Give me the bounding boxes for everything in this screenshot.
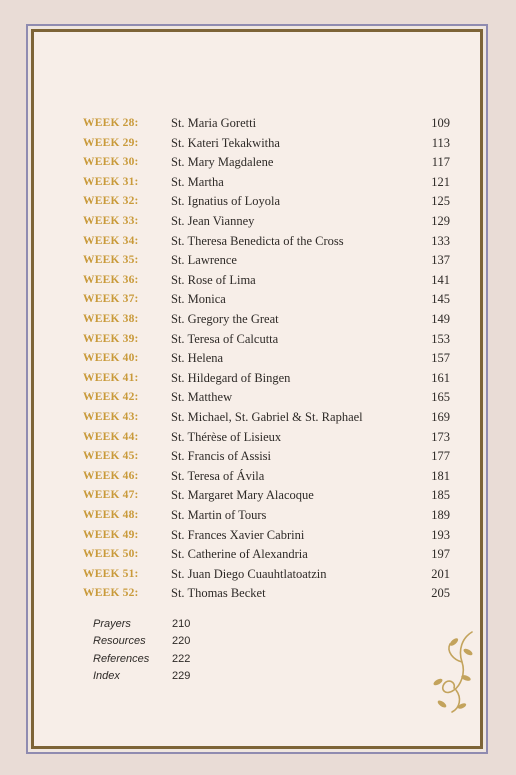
toc-row: [0, 114, 516, 134]
toc-row: [0, 447, 516, 467]
page-number: 121: [431, 174, 450, 189]
page-number: 181: [431, 468, 450, 483]
week-label: WEEK 28:: [83, 117, 139, 129]
toc-row: [0, 408, 516, 428]
saint-name: St. Thérèse of Lisieux: [171, 429, 282, 444]
vine-flourish-icon: [432, 630, 476, 715]
saint-name: St. Hildegard of Bingen: [171, 370, 291, 385]
page-number: 165: [431, 390, 450, 405]
back-matter-label: References: [93, 652, 150, 665]
week-label: WEEK 35:: [83, 254, 139, 267]
week-label: WEEK 51:: [83, 567, 139, 580]
page-number: 149: [431, 312, 450, 326]
saint-name: St. Jean Vianney: [171, 214, 255, 228]
toc-row: [0, 192, 516, 212]
week-label: WEEK 42:: [83, 391, 139, 404]
back-matter-page: 222: [172, 652, 191, 665]
saint-name: St. Martin of Tours: [171, 508, 267, 522]
week-label: WEEK 30:: [83, 156, 139, 169]
saint-name: St. Gregory the Great: [171, 312, 279, 326]
week-label: WEEK 45:: [83, 450, 139, 463]
toc-row: [0, 526, 516, 546]
week-label: WEEK 41:: [83, 371, 139, 384]
back-matter-page: 220: [172, 635, 191, 648]
week-label: WEEK 52:: [83, 587, 139, 600]
week-label: WEEK 31:: [83, 175, 139, 188]
back-matter-label: Index: [93, 670, 120, 683]
toc-row: [0, 173, 516, 193]
week-label: WEEK 29:: [83, 136, 139, 149]
saint-name: St. Matthew: [171, 390, 233, 405]
saint-name: St. Margaret Mary Alacoque: [171, 488, 314, 503]
toc-row: [0, 369, 516, 389]
page-number: 193: [431, 527, 450, 542]
week-label: WEEK 38:: [83, 313, 139, 325]
saint-name: St. Theresa Benedicta of the Cross: [171, 233, 344, 248]
back-matter-page: 210: [172, 618, 191, 630]
week-label: WEEK 34:: [83, 234, 139, 247]
page-number: 201: [431, 566, 450, 581]
saint-name: St. Kateri Tekakwitha: [171, 135, 280, 150]
page-number: 189: [431, 508, 450, 522]
page-number: 157: [431, 351, 450, 366]
toc-row: [0, 349, 516, 369]
page-number: 133: [431, 233, 450, 248]
toc-row: [0, 251, 516, 271]
saint-name: St. Michael, St. Gabriel & St. Raphael: [171, 410, 363, 424]
saint-name: St. Juan Diego Cuauhtlatoatzin: [171, 566, 327, 581]
saint-name: St. Catherine of Alexandria: [171, 547, 308, 562]
page-number: 113: [431, 135, 450, 150]
page-number: 185: [431, 488, 450, 503]
page-number: 145: [431, 292, 450, 307]
page-number: 125: [431, 194, 450, 209]
week-label: WEEK 39:: [83, 332, 139, 345]
toc-row: [0, 467, 516, 487]
saint-name: St. Rose of Lima: [171, 272, 256, 287]
back-matter-page: 229: [172, 670, 191, 683]
week-label: WEEK 40:: [83, 352, 139, 365]
week-label: WEEK 36:: [83, 273, 139, 286]
saint-name: St. Teresa of Ávila: [171, 468, 265, 483]
toc-row: [0, 310, 516, 330]
week-label: WEEK 47:: [83, 489, 139, 502]
toc-row: [0, 212, 516, 232]
page-number: 129: [431, 214, 450, 228]
page-number: 169: [431, 410, 450, 424]
page-number: 137: [431, 253, 450, 268]
week-label: WEEK 49:: [83, 528, 139, 541]
toc-row: [0, 232, 516, 252]
week-label: WEEK 48:: [83, 509, 139, 521]
saint-name: St. Mary Magdalene: [171, 155, 274, 170]
saint-name: St. Monica: [171, 292, 226, 307]
toc-row: [0, 388, 516, 408]
page-number: 173: [431, 429, 450, 444]
toc-row: [0, 134, 516, 154]
week-label: WEEK 43:: [83, 411, 139, 423]
week-label: WEEK 46:: [83, 469, 139, 482]
page-number: 205: [431, 586, 450, 601]
page-number: 117: [431, 155, 450, 170]
saint-name: St. Martha: [171, 174, 224, 189]
page-number: 109: [431, 116, 450, 130]
page-number: 141: [431, 272, 450, 287]
toc-row: [0, 565, 516, 585]
saint-name: St. Francis of Assisi: [171, 449, 272, 464]
week-label: WEEK 50:: [83, 548, 139, 561]
toc-row: [0, 486, 516, 506]
back-matter-label: Resources: [93, 635, 146, 648]
toc-row: [0, 330, 516, 350]
week-label: WEEK 44:: [83, 430, 139, 443]
toc-row: [0, 153, 516, 173]
week-label: WEEK 37:: [83, 293, 139, 306]
saint-name: St. Maria Goretti: [171, 116, 257, 130]
week-label: WEEK 33:: [83, 215, 139, 227]
saint-name: St. Thomas Becket: [171, 586, 266, 601]
toc-row: [0, 584, 516, 604]
toc-row: [0, 271, 516, 291]
saint-name: St. Teresa of Calcutta: [171, 331, 279, 346]
page-number: 153: [431, 331, 450, 346]
toc-row: [0, 506, 516, 526]
saint-name: St. Ignatius of Loyola: [171, 194, 281, 209]
saint-name: St. Lawrence: [171, 253, 237, 268]
saint-name: St. Frances Xavier Cabrini: [171, 527, 305, 542]
week-label: WEEK 32:: [83, 195, 139, 208]
page-number: 177: [431, 449, 450, 464]
toc-row: [0, 545, 516, 565]
page-number: 197: [431, 547, 450, 562]
page-number: 161: [431, 370, 450, 385]
back-matter-label: Prayers: [93, 618, 131, 630]
saint-name: St. Helena: [171, 351, 224, 366]
toc-row: [0, 428, 516, 448]
toc-row: [0, 290, 516, 310]
